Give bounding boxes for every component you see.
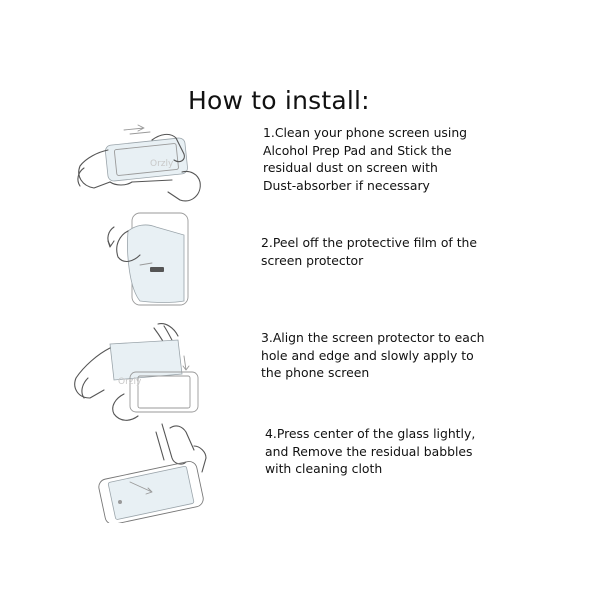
- step-4-text: [265, 425, 475, 478]
- phone-wipe-icon: [72, 120, 212, 210]
- step-1-text: [263, 124, 467, 194]
- step-3-text: [261, 329, 485, 382]
- step-1-line: 1.Clean your phone screen using: [263, 125, 468, 140]
- step-2-text: [261, 234, 477, 269]
- align-protector-icon: [70, 318, 210, 428]
- watermark-text-2: Orzly: [118, 377, 142, 387]
- watermark-text: Orzly: [150, 159, 174, 169]
- step-1-line: residual dust on screen with: [263, 160, 438, 175]
- step-2-line: 2.Peel off the protective film of the: [261, 235, 478, 250]
- step-3-line: hole and edge and slowly apply to: [261, 347, 474, 363]
- step-1-line: Dust-absorber if necessary: [263, 177, 430, 193]
- peel-film-icon: [100, 205, 200, 310]
- page-title: How to install:: [188, 86, 370, 115]
- step-1-line: Alcohol Prep Pad and Stick the: [263, 142, 452, 158]
- press-glass-icon: [90, 418, 220, 523]
- step-2-line: screen protector: [261, 252, 364, 268]
- step-4-line: 4.Press center of the glass lightly,: [265, 426, 476, 441]
- step-4-line: and Remove the residual babbles: [265, 443, 473, 459]
- step-3-line: 3.Align the screen protector to each: [261, 330, 485, 345]
- step-4-line: with cleaning cloth: [265, 461, 383, 476]
- step-3-line: the phone screen: [261, 365, 370, 380]
